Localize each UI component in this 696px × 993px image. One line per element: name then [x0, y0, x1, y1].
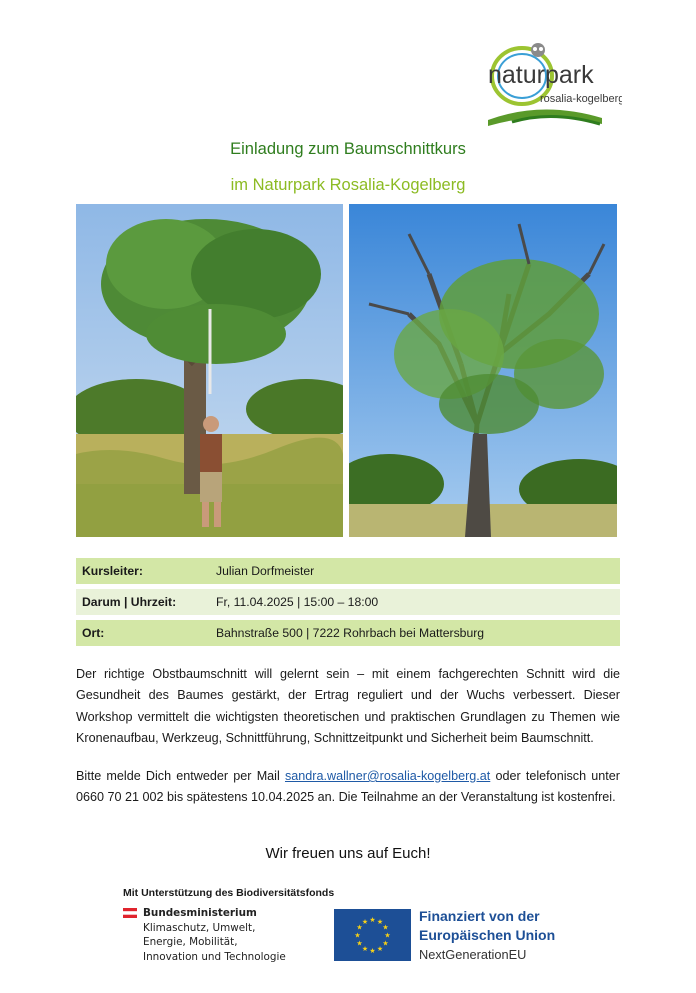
title-line-2: im Naturpark Rosalia-Kogelberg	[230, 176, 466, 194]
tree-pruning-image	[76, 204, 343, 537]
datetime-value: Fr, 11.04.2025 | 15:00 – 18:00	[216, 595, 379, 609]
registration-text-start: Bitte melde Dich entweder per Mail	[76, 769, 285, 783]
eu-funding-logo	[334, 909, 624, 965]
svg-text:★: ★	[361, 918, 369, 926]
eu-line-3: NextGenerationEU	[419, 947, 527, 962]
old-fruit-tree-photo	[349, 204, 617, 537]
location-label: Ort:	[82, 626, 105, 640]
svg-text:★: ★	[376, 945, 384, 953]
ministry-line-1: Klimaschutz, Umwelt,	[143, 921, 256, 934]
svg-text:★: ★	[361, 945, 369, 953]
instructor-value: Julian Dorfmeister	[216, 564, 315, 578]
registration-text-end: oder telefonisch unter 0660 70 21 002 bis spätestens 10.04.2025 an. Die Teilnahme an der Veranstaltung ist kostenfrei.	[76, 769, 620, 805]
support-note: Mit Unterstützung des Biodiversitätsfonds	[123, 887, 335, 899]
instructor-label: Kursleiter:	[82, 564, 143, 578]
ministry-line-2: Energie, Mobilität,	[143, 936, 238, 948]
svg-text:★: ★	[369, 916, 376, 924]
svg-text:★: ★	[356, 939, 363, 948]
course-info-table	[76, 558, 620, 651]
logo-region-text: rosalia-kogelberg	[540, 93, 622, 105]
email-link[interactable]: sandra.wallner@rosalia-kogelberg.at	[284, 769, 491, 783]
eu-line-2: Europäischen Union	[419, 927, 556, 943]
eu-line-1: Finanziert von der	[419, 908, 540, 924]
svg-text:★: ★	[382, 939, 389, 948]
info-row-location	[76, 620, 620, 646]
description-paragraph: Der richtige Obstbaumschnitt will gelernt sein – mit einem fachgerechten Schnitt wird die Gesundheit des Baumes gestärkt, der Ertrag reguliert und der Wuchs verbessert. Dieser Workshop vermittelt die wichtigsten theoretischen und praktischen Grundlagen zu Themen wie Kronenaufbau, Werkzeug, Schnittführung, Schnittzeitpunkt und Sicherheit beim Baumschnitt.	[76, 667, 620, 745]
info-row-datetime	[76, 589, 620, 615]
naturpark-logo-graphic	[482, 38, 622, 130]
svg-text:★: ★	[369, 947, 376, 955]
svg-text:★: ★	[376, 918, 384, 926]
svg-text:★: ★	[382, 923, 389, 932]
svg-text:★: ★	[356, 923, 363, 932]
info-row-instructor	[76, 558, 620, 584]
austria-flag-icon	[123, 908, 137, 918]
location-value: Bahnstraße 500 | 7222 Rohrbach bei Mattersburg	[216, 626, 485, 640]
closing-line: Wir freuen uns auf Euch!	[265, 845, 431, 862]
registration-paragraph	[76, 766, 620, 809]
tree-pruning-photo	[76, 204, 343, 537]
svg-text:★: ★	[354, 931, 361, 940]
logo-brand-text: naturpark	[488, 61, 594, 89]
naturpark-logo	[482, 38, 622, 130]
eu-flag-icon	[334, 909, 411, 961]
old-fruit-tree-image	[349, 204, 617, 537]
datetime-label: Darum | Uhrzeit:	[82, 595, 177, 609]
ministry-line-3: Innovation und Technologie	[143, 950, 286, 963]
svg-text:★: ★	[384, 931, 391, 940]
title-line-1: Einladung zum Baumschnittkurs	[230, 140, 466, 158]
ministry-name: Bundesministerium	[143, 907, 257, 919]
